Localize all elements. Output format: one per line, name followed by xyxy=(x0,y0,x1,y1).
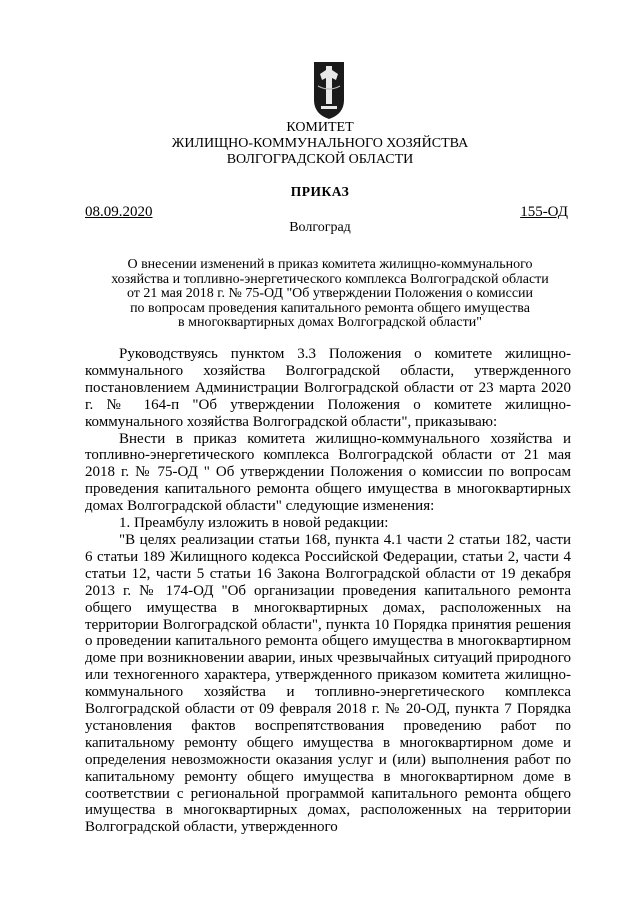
order-title: ПРИКАЗ xyxy=(290,184,350,199)
subject-line: хозяйства и топливно-энергетического комплекса Волгоградской области xyxy=(111,271,549,287)
order-subject xyxy=(60,258,600,331)
subject-line: в многоквартирных домах Волгоградской области" xyxy=(178,315,482,330)
order-date: 08.09.2020 xyxy=(85,204,153,220)
order-number: 155-ОД xyxy=(520,204,568,220)
coat-of-arms-icon xyxy=(312,60,346,120)
subject-line: О внесении изменений в приказ комитета жилищно-коммунального xyxy=(127,257,533,272)
subject-line: по вопросам проведения капитального ремонта общего имущества xyxy=(130,300,530,316)
paragraph-basis: Руководствуясь пунктом 3.3 Положения о комитете жилищно-коммунального хозяйства Волгоградской области, утвержденного постановлением Администрации Волгоградской области от 23 марта 2020 г. № 164-п "Об утверждении Положения о комитете жилищно-коммунального хозяйства Волгоградской области", приказываю: xyxy=(85,346,571,430)
paragraph-preamble-text: "В целях реализации статьи 168, пункта 4.1 части 2 статьи 182, части 6 статьи 189 Жилищного кодекса Российской Федерации, статьи 2, части 4 статьи 12, части 5 статьи 16 Закона Волгоградской области от 19 декабря 2013 г. № 174-ОД "Об организации проведения капитального ремонта общего имущества в многоквартирных домах, расположенных на территории Волгоградской области", пункта 10 Порядка принятия решения о проведении капитального ремонта общего имущества в многоквартирном доме при возникновении аварии, иных чрезвычайных ситуаций природного или техногенного характера, утвержденного приказом комитета жилищно-коммунального хозяйства и топливно-энергетического комплекса Волгоградской области от 09 февраля 2018 г. № 20-ОД, пункта 7 Порядка установления фактов воспрепятствования проведению работ по капитальному ремонту общего имущества в многоквартирном доме и определения невозможности оказания услуг и (или) выполнения работ по капитальному ремонту общего имущества в многоквартирном доме в соответствии с региональной программой капитального ремонта общего имущества в многоквартирных домах, расположенных на территории Волгоградской области, утвержденного xyxy=(85,531,571,836)
org-line-2: ЖИЛИЩНО-КОММУНАЛЬНОГО ХОЗЯЙСТВА xyxy=(171,136,469,151)
order-city: Волгоград xyxy=(289,220,351,235)
org-line-1: КОМИТЕТ xyxy=(286,120,354,135)
paragraph-directive: Внести в приказ комитета жилищно-коммунального хозяйства и топливно-энергетического комплекса Волгоградской области от 21 мая 2018 г. № 75-ОД " Об утверждении Положения о комиссии по вопросам проведения капитального ремонта общего имущества в многоквартирных домах Волгоградской области" следующие изменения: xyxy=(85,430,571,515)
order-body xyxy=(85,346,571,836)
org-line-3: ВОЛГОГРАДСКОЙ ОБЛАСТИ xyxy=(226,152,414,167)
subject-line: от 21 мая 2018 г. № 75-ОД "Об утверждении Положения о комиссии xyxy=(126,286,534,301)
paragraph-item-1: 1. Преамбулу изложить в новой редакции: xyxy=(119,515,389,532)
